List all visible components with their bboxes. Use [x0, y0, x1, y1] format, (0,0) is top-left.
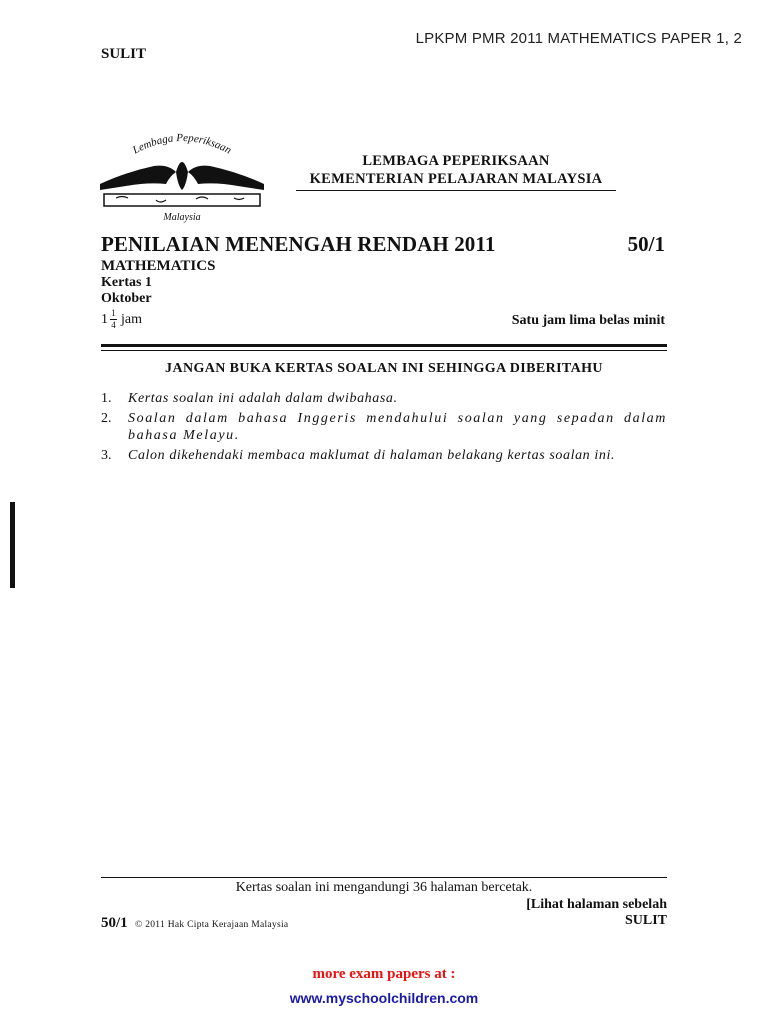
footer-page-count: Kertas soalan ini mengandungi 36 halaman bercetak. — [235, 880, 533, 895]
instruction-number: 2. — [101, 411, 112, 426]
svg-text:Lembaga Peperiksaan — [130, 132, 234, 157]
footer-exam-code: 50/1 — [101, 915, 128, 931]
duration-denominator: 4 — [111, 320, 116, 330]
duration-whole: 1 — [101, 311, 108, 327]
footer-turn-over: [Lihat halaman sebelah — [526, 897, 667, 912]
exam-title: PENILAIAN MENENGAH RENDAH 2011 — [101, 232, 496, 256]
instruction-number: 3. — [101, 448, 112, 463]
classification-label: SULIT — [101, 46, 147, 62]
exam-paper: Kertas 1 — [101, 275, 152, 290]
margin-mark — [10, 502, 15, 588]
duration-unit: jam — [121, 311, 142, 327]
exam-duration — [101, 309, 142, 330]
exam-subject: MATHEMATICS — [101, 258, 216, 274]
duration-fraction — [110, 309, 117, 330]
instruction-item — [101, 447, 667, 464]
instruction-text: Kertas soalan ini adalah dalam dwibahasa. — [128, 391, 398, 406]
footer-classification: SULIT — [624, 913, 667, 928]
warning-text: JANGAN BUKA KERTAS SOALAN INI SEHINGGA DIBERITAHU — [165, 361, 603, 376]
promo-link[interactable]: www.myschoolchildren.com — [289, 990, 479, 1006]
logo-top-text: Lembaga Peperiksaan — [130, 131, 234, 157]
exam-board-name — [296, 152, 616, 188]
instructions-list — [101, 390, 667, 467]
instruction-text: Calon dikehendaki membaca maklumat di halaman belakang kertas soalan ini. — [128, 448, 616, 463]
board-line-2: KEMENTERIAN PELAJARAN MALAYSIA — [309, 171, 603, 187]
divider-thick — [101, 344, 667, 347]
board-underline — [296, 190, 616, 191]
duration-words: Satu jam lima belas minit — [511, 313, 665, 328]
promo-label: more exam papers at : — [312, 966, 456, 982]
footer-divider — [101, 877, 667, 878]
header-note: LPKPM PMR 2011 MATHEMATICS PAPER 1, 2 — [415, 30, 742, 47]
exam-board-logo — [96, 126, 268, 224]
instruction-item — [101, 390, 667, 407]
exam-month: Oktober — [101, 291, 152, 306]
instruction-item — [101, 410, 667, 444]
instruction-text: Soalan dalam bahasa Inggeris mendahului soalan yang sepadan dalam bahasa Melayu. — [128, 411, 667, 443]
exam-code: 50/1 — [627, 232, 665, 256]
logo-bottom-text: Malaysia — [163, 212, 201, 223]
duration-numerator: 1 — [111, 308, 116, 318]
footer-copyright: © 2011 Hak Cipta Kerajaan Malaysia — [135, 920, 289, 930]
board-line-1: LEMBAGA PEPERIKSAAN — [362, 153, 550, 169]
instruction-number: 1. — [101, 391, 112, 406]
divider-thin — [101, 350, 667, 351]
